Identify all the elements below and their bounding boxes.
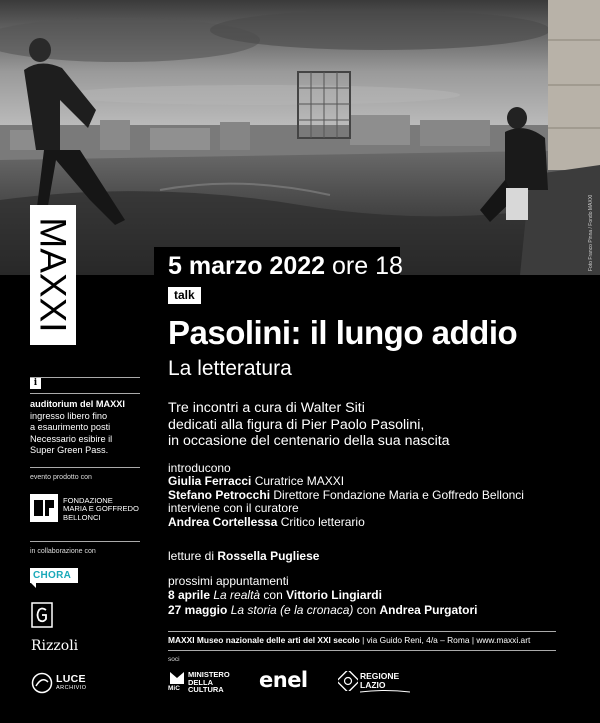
- ministero-cultura-logo: [168, 670, 238, 694]
- g-emblem-icon: [31, 602, 53, 628]
- speaker-name: Stefano Petrocchi: [168, 487, 271, 502]
- fondazione-line: MARIA E GOFFREDO: [63, 504, 139, 514]
- venue-line: ingresso libero fino: [30, 410, 108, 421]
- venue-info: [30, 399, 140, 457]
- next-label: prossimi appuntamenti: [168, 574, 289, 588]
- lazio-underline: [360, 690, 410, 694]
- event-title: Pasolini: il lungo addio: [168, 314, 518, 351]
- speaker-role: Direttore Fondazione Maria e Goffredo Bellonci: [273, 487, 524, 502]
- speaker-name: Andrea Cortellessa: [168, 514, 278, 529]
- speaker-name: Giulia Ferracci: [168, 474, 252, 489]
- venue-place: auditorium del MAXXI: [30, 399, 125, 409]
- next-with: con: [356, 602, 377, 617]
- lazio-line: LAZIO: [360, 680, 386, 690]
- luce-archivio-logo: [31, 672, 101, 694]
- fondazione-line: BELLONCI: [63, 512, 101, 522]
- next-name: Andrea Purgatori: [379, 602, 478, 617]
- luce-sub: ARCHIVIO: [56, 685, 87, 691]
- soci-label: soci: [168, 656, 180, 663]
- museum-name: MAXXI Museo nazionale delle arti del XXI secolo: [168, 635, 360, 645]
- luce-name: LUCE: [56, 673, 86, 685]
- fondazione-line: FONDAZIONE: [63, 496, 113, 505]
- readings-label: letture di: [168, 549, 215, 563]
- event-description: [168, 400, 450, 450]
- speaker-row: [168, 489, 524, 502]
- next-with: con: [263, 588, 283, 603]
- next-topic: La realtà: [213, 588, 261, 603]
- mic-line: DELLA: [188, 677, 213, 687]
- venue-line: Super Green Pass.: [30, 445, 109, 455]
- speaker-role: Curatrice MAXXI: [254, 474, 345, 489]
- description-line: in occasione del centenario della sua nascita: [168, 433, 450, 449]
- event-date-bar: [154, 247, 403, 280]
- mic-line: MINISTERO: [188, 670, 230, 679]
- next-events: [168, 574, 478, 617]
- lazio-line: REGIONE: [360, 671, 400, 681]
- hero-photo: [0, 0, 600, 275]
- mic-line: CULTURA: [188, 685, 224, 695]
- speaker-row: [168, 516, 524, 529]
- chora-logo: CHORA: [30, 568, 78, 583]
- next-event-row: [168, 603, 478, 617]
- event-type-tag: talk: [168, 287, 201, 304]
- next-date: 27 maggio: [168, 602, 228, 617]
- divider: [30, 541, 140, 542]
- event-date: 5 marzo 2022: [168, 252, 326, 280]
- chora-mark-icon: [30, 582, 36, 588]
- museum-address: via Guido Reni, 4/a – Roma: [366, 635, 470, 645]
- next-topic: La storia (e la cronaca): [230, 602, 354, 617]
- regione-lazio-logo: [338, 671, 418, 693]
- museum-website[interactable]: www.maxxi.art: [476, 635, 531, 645]
- venue-line: Necessario esibire il: [30, 433, 113, 444]
- bellonci-mark-icon: [30, 494, 58, 522]
- lazio-emblem-icon: [338, 671, 358, 691]
- event-time: ore 18: [332, 252, 403, 280]
- museum-footer: MAXXI Museo nazionale delle arti del XXI secolo | via Guido Reni, 4/a – Roma | www.maxxi.art: [168, 635, 531, 645]
- readings-name: Rossella Pugliese: [217, 549, 320, 563]
- description-line: dedicati alla figura di Pier Paolo Pasolini,: [168, 416, 425, 433]
- event-subtitle: La letteratura: [168, 357, 292, 380]
- intro-label: introducono: [168, 461, 231, 475]
- next-date: 8 aprile: [168, 588, 211, 603]
- speaker-role: Critico letterario: [280, 514, 365, 529]
- mic-abbr: MiC: [168, 685, 180, 692]
- produced-label: evento prodotto con: [30, 474, 92, 481]
- description-line: Tre incontri a cura di Walter Siti: [168, 400, 365, 416]
- speakers: [168, 462, 524, 529]
- divider: [168, 650, 556, 651]
- fondazione-bellonci-logo: [30, 494, 150, 524]
- maxxi-logo: MAXXI: [30, 205, 76, 345]
- curator-label: interviene con il curatore: [168, 501, 299, 516]
- divider: [30, 377, 140, 378]
- speaker-row: [168, 475, 524, 488]
- info-icon: i: [30, 378, 41, 389]
- luce-mark-icon: [31, 672, 53, 694]
- photo-illustration: [0, 0, 600, 275]
- rizzoli-logo: Rizzoli: [31, 638, 79, 654]
- venue-line: a esaurimento posti: [30, 422, 111, 432]
- readings: [168, 549, 319, 563]
- next-event-row: [168, 588, 478, 602]
- divider: [30, 393, 140, 394]
- enel-logo: enel: [259, 668, 308, 692]
- photo-credit: Foto Franco Pinna / Fondo MAXXI: [588, 194, 594, 271]
- next-name: Vittorio Lingiardi: [286, 588, 382, 603]
- divider: [168, 631, 556, 632]
- divider: [30, 467, 140, 468]
- collab-label: in collaborazione con: [30, 548, 96, 555]
